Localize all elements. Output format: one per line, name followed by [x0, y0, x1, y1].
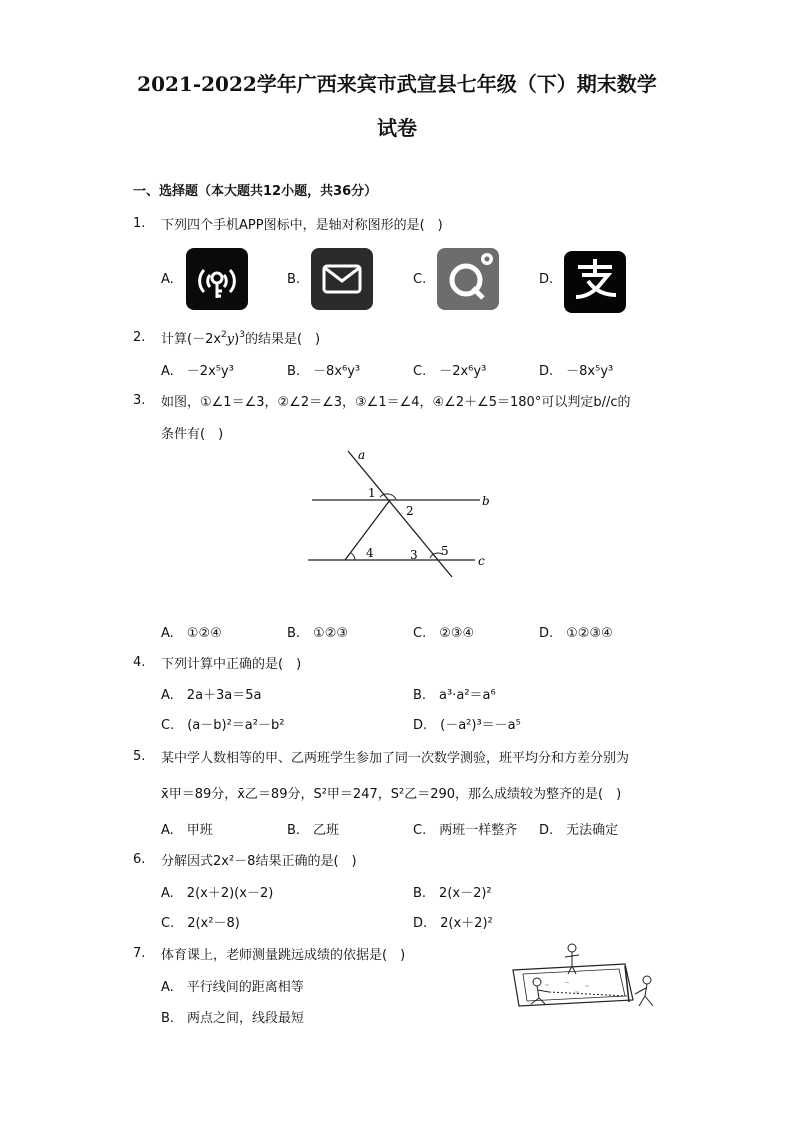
section-heading: 一、选择题（本大题共12小题，共36分）: [133, 184, 378, 199]
q2-option-a: A. －2x⁵y³: [161, 364, 234, 379]
q4-option-a: A. 2a＋3a＝5a: [161, 688, 262, 703]
q3-option-d: D. ①②③④: [539, 626, 613, 641]
label-c: c: [478, 554, 485, 568]
q6-option-c: C. 2(x²－8): [161, 916, 240, 931]
q2-option-c: C. －2x⁶y³: [413, 364, 487, 379]
angle-1-label: 1: [368, 486, 376, 500]
q4-number: 4.: [133, 655, 146, 670]
angle-4-label: 4: [366, 546, 374, 560]
q5-number: 5.: [133, 749, 146, 764]
q1-number: 1.: [133, 216, 146, 231]
q1-stem: 下列四个手机APP图标中，是轴对称图形的是( ): [161, 218, 443, 233]
q3-option-a: A. ①②④: [161, 626, 222, 641]
angle-2-label: 2: [406, 504, 414, 518]
q7-option-b: B. 两点之间，线段最短: [161, 1011, 305, 1026]
q3-stem-line1: 如图，①∠1＝∠3，②∠2＝∠3，③∠1＝∠4，④∠2＋∠5＝180°可以判定b//c的: [161, 395, 631, 410]
q5-option-b: B. 乙班: [287, 823, 340, 838]
q6-option-d: D. 2(x＋2)²: [413, 916, 493, 931]
q7-stem: 体育课上，老师测量跳远成绩的依据是( ): [161, 948, 406, 963]
q1-option-a-label: A.: [161, 272, 174, 287]
alipay-icon: [564, 251, 626, 313]
q2-stem: 计算$(-2x^2y)^3$的结果是( ): [161, 330, 321, 347]
q2-number: 2.: [133, 330, 146, 345]
q1-option-b-label: B.: [287, 272, 301, 287]
q1-option-d-label: D.: [539, 272, 554, 287]
q5-option-c: C. 两班一样整齐: [413, 823, 518, 838]
label-b: b: [482, 494, 490, 508]
q6-option-a: A. 2(x＋2)(x－2): [161, 886, 274, 901]
q6-stem: 分解因式2x²－8结果正确的是( ): [161, 854, 357, 869]
long-jump-illustration: [505, 940, 665, 1014]
q1-option-c-label: C.: [413, 272, 427, 287]
q4-option-d: D. (－a²)³＝－a⁵: [413, 718, 521, 733]
q3-option-c: C. ②③④: [413, 626, 475, 641]
angle-3-label: 3: [410, 548, 418, 562]
parallel-lines-figure: [300, 445, 500, 585]
q3-option-b: B. ①②③: [287, 626, 349, 641]
q2-option-d: D. －8x⁵y³: [539, 364, 614, 379]
wifi-key-icon: [186, 248, 248, 310]
q3-stem-line2: 条件有( ): [161, 427, 224, 442]
q6-option-b: B. 2(x－2)²: [413, 886, 492, 901]
q4-option-b: B. a³·a²＝a⁶: [413, 688, 496, 703]
q5-option-d: D. 无法确定: [539, 823, 619, 838]
angle-5-label: 5: [441, 544, 449, 558]
q7-option-a: A. 平行线间的距离相等: [161, 980, 304, 995]
q-search-icon: [437, 248, 499, 310]
q2-option-b: B. －8x⁶y³: [287, 364, 361, 379]
mail-icon: [311, 248, 373, 310]
q3-number: 3.: [133, 393, 146, 408]
q7-number: 7.: [133, 946, 146, 961]
label-a: a: [358, 448, 366, 462]
exam-title-line1: 2021-2022学年广西来宾市武宣县七年级（下）期末数学: [137, 72, 657, 96]
exam-title-line2: 试卷: [377, 116, 417, 140]
q5-option-a: A. 甲班: [161, 823, 213, 838]
q5-stem-line1: 某中学人数相等的甲、乙两班学生参加了同一次数学测验，班平均分和方差分别为: [161, 751, 630, 766]
q6-number: 6.: [133, 852, 146, 867]
q4-stem: 下列计算中正确的是( ): [161, 657, 302, 672]
q4-option-c: C. (a－b)²＝a²－b²: [161, 718, 285, 733]
q5-stem-line2: x̄甲＝89分，x̄乙＝89分，S²甲＝247，S²乙＝290，那么成绩较为整齐的是( ): [161, 787, 622, 802]
